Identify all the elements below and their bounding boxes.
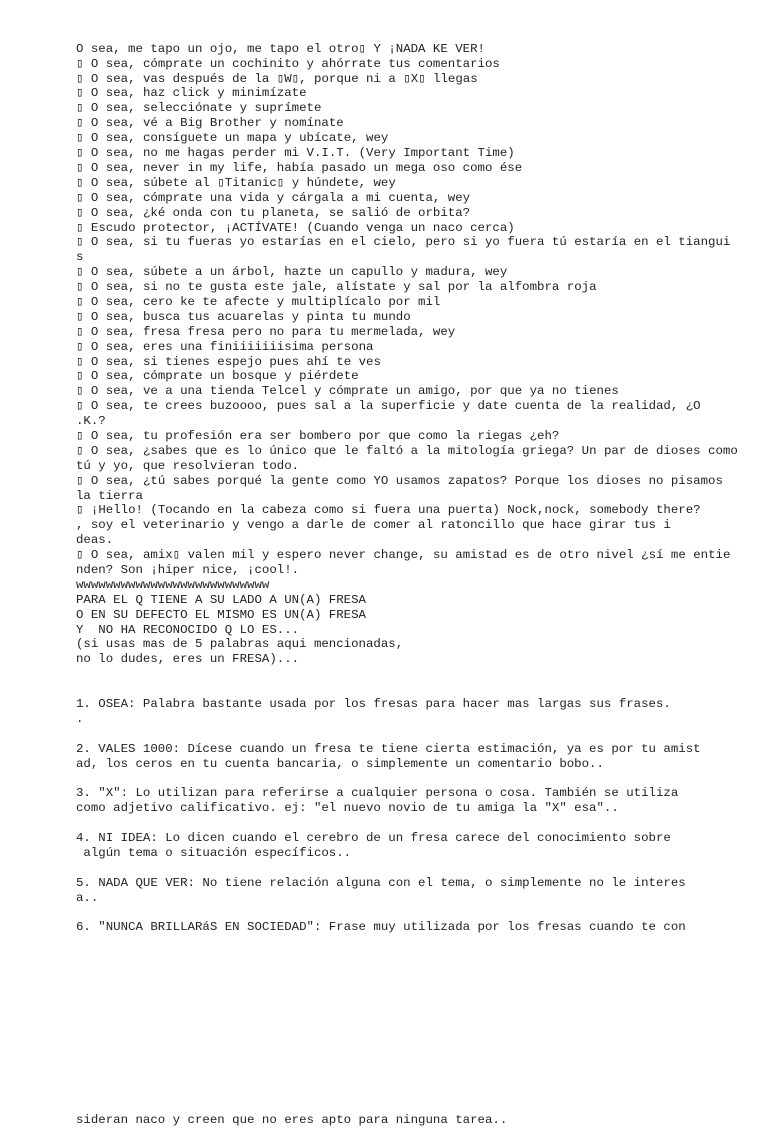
text-line: la tierra <box>76 488 143 503</box>
text-line: . <box>76 711 84 726</box>
text-line: ▯ O sea, te crees buzoooo, pues sal a la superficie y date cuenta de la realidad, ¿O <box>76 399 701 414</box>
document-body <box>76 42 756 935</box>
text-line: deas. <box>76 533 114 548</box>
text-line: ▯ O sea, tu profesión era ser bombero por que como la riegas ¿eh? <box>76 428 560 443</box>
blank-line <box>76 905 756 920</box>
text-line: PARA EL Q TIENE A SU LADO A UN(A) FRESA <box>76 592 366 607</box>
text-line: 3. "X": Lo utilizan para referirse a cualquier persona o cosa. También se utiliza <box>76 786 679 801</box>
document-page <box>76 12 756 1143</box>
text-line: 6. "NUNCA BRILLARáS EN SOCIEDAD": Frase muy utilizada por los fresas cuando te con <box>76 920 686 935</box>
footer-line: sideran naco y creen que no eres apto para ninguna tarea.. <box>76 1112 508 1127</box>
text-line: ▯ O sea, vas después de la ▯W▯, porque ni a ▯X▯ llegas <box>76 71 478 86</box>
text-line: ▯ O sea, cómprate un bosque y piérdete <box>76 369 359 384</box>
text-line: como adjetivo calificativo. ej: "el nuevo novio de tu amiga la "X" esa".. <box>76 801 619 816</box>
text-line: 2. VALES 1000: Dícese cuando un fresa te tiene cierta estimación, ya es por tu amist <box>76 741 701 756</box>
text-line: nden? Son ¡hiper nice, ¡cool!. <box>76 562 300 577</box>
text-line: ▯ O sea, ve a una tienda Telcel y cómprate un amigo, por que ya no tienes <box>76 384 619 399</box>
text-line: ▯ Escudo protector, ¡ACTÍVATE! (Cuando venga un naco cerca) <box>76 220 515 235</box>
text-line: ▯ O sea, vé a Big Brother y nomínate <box>76 116 344 131</box>
text-line: ▯ O sea, eres una finiiiiiiisima persona <box>76 339 374 354</box>
text-line: algún tema o situación específicos.. <box>76 845 352 860</box>
text-line: ▯ O sea, si tu fueras yo estarías en el cielo, pero si yo fuera tú estaría en el tiangui <box>76 235 731 250</box>
text-line: Y NO HA RECONOCIDO Q LO ES... <box>76 622 300 637</box>
text-line: ▯ O sea, si tienes espejo pues ahí te ves <box>76 354 381 369</box>
text-line: ▯ O sea, no me hagas perder mi V.I.T. (Very Important Time) <box>76 146 515 161</box>
text-line: ▯ O sea, amix▯ valen mil y espero never change, su amistad es de otro nivel ¿sí me entie <box>76 548 731 563</box>
text-line: ▯ O sea, súbete al ▯Titanic▯ y húndete, wey <box>76 175 396 190</box>
text-line: ▯ ¡Hello! (Tocando en la cabeza como si fuera una puerta) Nock,nock, somebody there? <box>76 503 701 518</box>
text-line: ▯ O sea, consíguete un mapa y ubícate, wey <box>76 131 389 146</box>
blank-line <box>76 682 756 697</box>
text-line: ▯ O sea, cómprate un cochinito y ahórrate tus comentarios <box>76 56 500 71</box>
text-line: tú y yo, que resolvieran todo. <box>76 458 300 473</box>
text-line: ▯ O sea, busca tus acuarelas y pinta tu mundo <box>76 309 411 324</box>
blank-line <box>76 667 756 682</box>
text-line: s <box>76 250 84 265</box>
blank-line <box>76 727 756 742</box>
text-line: ▯ O sea, ¿ké onda con tu planeta, se salió de orbita? <box>76 205 471 220</box>
blank-line <box>76 861 756 876</box>
text-line: ad, los ceros en tu cuenta bancaria, o simplemente un comentario bobo.. <box>76 756 604 771</box>
text-line: 1. OSEA: Palabra bastante usada por los fresas para hacer mas largas sus frases. <box>76 697 671 711</box>
text-line: ▯ O sea, cómprate una vida y cárgala a mi cuenta, wey <box>76 190 471 205</box>
blank-line <box>76 816 756 831</box>
blank-line <box>76 771 756 786</box>
text-line: no lo dudes, eres un FRESA)... <box>76 652 300 667</box>
text-line: 5. NADA QUE VER: No tiene relación alguna con el tema, o simplemente no le interes <box>76 875 686 890</box>
text-line: a.. <box>76 890 99 905</box>
text-line: .K.? <box>76 414 106 429</box>
text-line: , soy el veterinario y vengo a darle de comer al ratoncillo que hace girar tus i <box>76 518 671 533</box>
text-line: ▯ O sea, haz click y minimízate <box>76 86 307 101</box>
text-line: ▯ O sea, ¿sabes que es lo único que le faltó a la mitología griega? Un par de dioses como <box>76 443 738 458</box>
text-line: ▯ O sea, cero ke te afecte y multiplícalo por mil <box>76 294 441 309</box>
text-line: (si usas mas de 5 palabras aqui mencionadas, <box>76 637 404 652</box>
text-line: O sea, me tapo un ojo, me tapo el otro▯ Y ¡NADA KE VER! <box>76 41 485 56</box>
text-line: ▯ O sea, ¿tú sabes porqué la gente como YO usamos zapatos? Porque los dioses no pisamos <box>76 473 723 488</box>
text-line: ▯ O sea, selecciónate y suprímete <box>76 101 322 116</box>
text-line: O EN SU DEFECTO EL MISMO ES UN(A) FRESA <box>76 607 366 622</box>
text-line: ▯ O sea, súbete a un árbol, hazte un capullo y madura, wey <box>76 265 508 280</box>
text-line: wwwwwwwwwwwwwwwwwwwwwwwwww <box>76 577 270 592</box>
page-gap <box>76 965 756 1083</box>
text-line: ▯ O sea, fresa fresa pero no para tu mermelada, wey <box>76 324 456 339</box>
text-line: ▯ O sea, si no te gusta este jale, alístate y sal por la alfombra roja <box>76 280 597 295</box>
text-line: ▯ O sea, never in my life, había pasado un mega oso como ése <box>76 160 523 175</box>
text-line: 4. NI IDEA: Lo dicen cuando el cerebro de un fresa carece del conocimiento sobre <box>76 831 671 846</box>
